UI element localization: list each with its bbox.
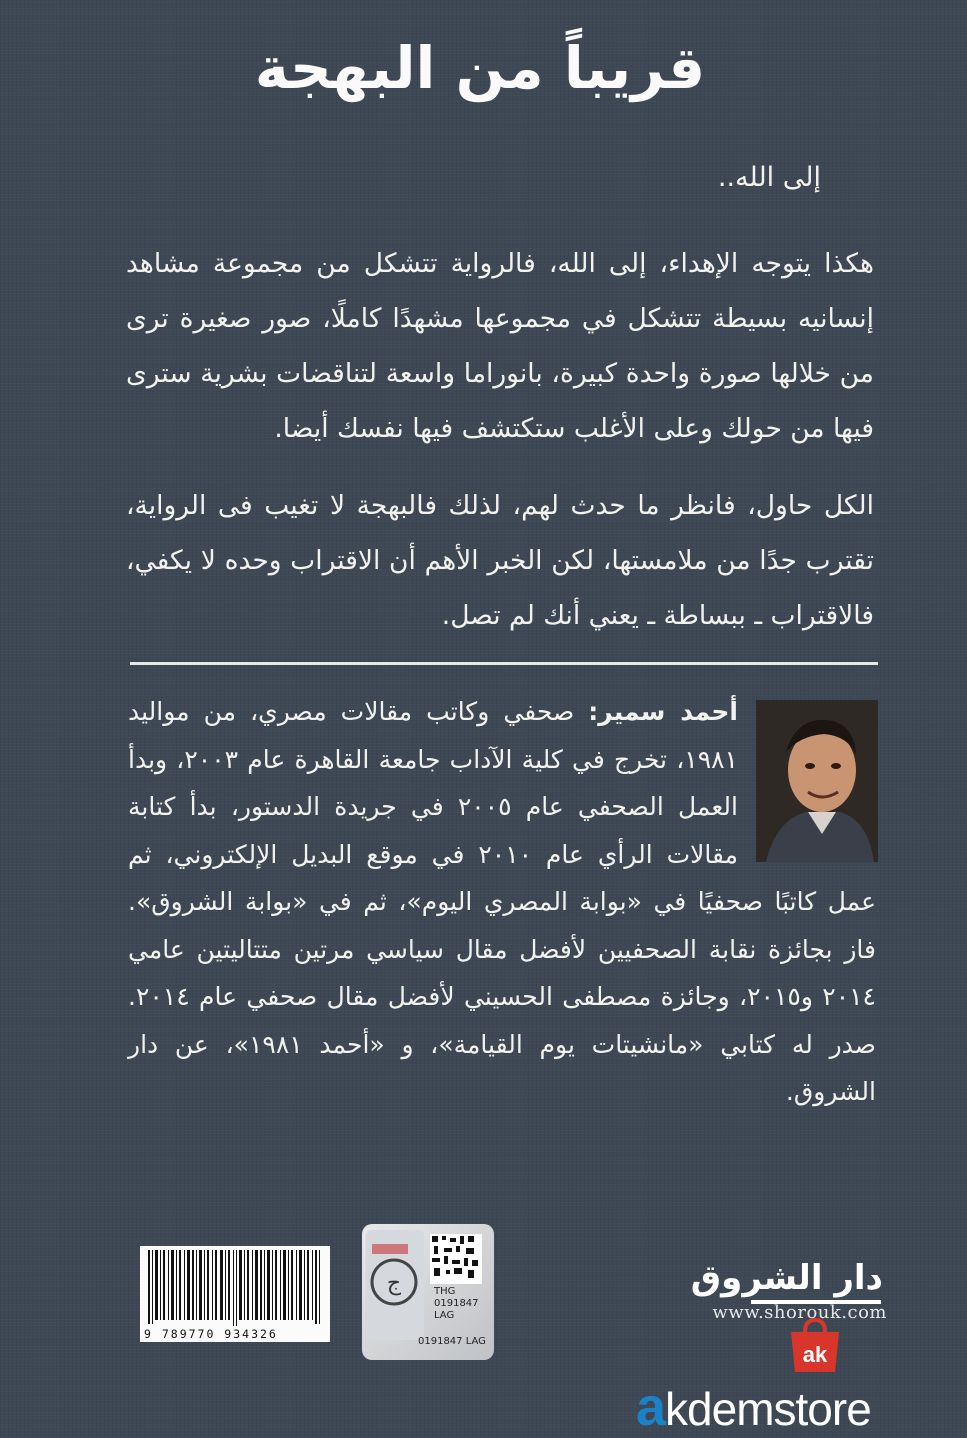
barcode-bars	[140, 1246, 330, 1326]
shopping-bag-icon	[783, 1318, 847, 1374]
sticker-code-2: 0191847	[434, 1298, 479, 1309]
store-name-a: a	[636, 1377, 666, 1437]
book-title: قريباً من البهجة	[254, 34, 706, 102]
store-sticker	[362, 1224, 494, 1360]
author-photo	[756, 700, 878, 862]
divider	[130, 662, 878, 665]
blurb-paragraph-1: هكذا يتوجه الإهداء، إلى الله، فالرواية تتشكل من مجموعة مشاهد إنسانيه بسيطة تتشكل في مجموعها مشهدًا كاملًا، صور صغيرة ترى من خلالها صورة واحدة كبيرة، بانوراما واسعة لتناقضات بشرية سترى فيها من حولك وعلى الأغلب ستكتشف فيها نفسك أيضا.	[126, 248, 874, 444]
blurb-paragraph-2: الكل حاول، فانظر ما حدث لهم، لذلك فالبهجة لا تغيب فى الرواية، تقترب جدًا من ملامستها، لكن الخبر الأهم أن الاقتراب وحده لا يكفي، فالاقتراب ـ ببساطة ـ يعني أنك لم تصل.	[126, 490, 874, 631]
svg-text:ج: ج	[386, 1271, 402, 1296]
author-name: أحمد سمير:	[588, 697, 738, 726]
svg-text:ak: ak	[802, 1342, 828, 1367]
sticker-codes	[434, 1286, 479, 1322]
isbn-number: 9 789770 934326	[144, 1327, 278, 1341]
sticker-code-3: LAG	[434, 1310, 455, 1321]
publisher-logo: دار الشروق	[690, 1258, 883, 1298]
author-bio-text: صحفي وكاتب مقالات مصري، من مواليد ١٩٨١، تخرج في كلية الآداب جامعة القاهرة عام ٢٠٠٣، وبدأ العمل الصحفي عام ٢٠٠٥ في جريدة الدستور، بدأ كتابة مقالات الرأي عام ٢٠١٠ في موقع البديل الإلكتروني، ثم عمل كاتبًا صحفيًا في «بوابة المصري اليوم»، ثم في «بوابة الشروق». فاز بجائزة نقابة الصحفيين لأفضل مقال سياسي مرتين متتاليتين عامي ٢٠١٤ و٢٠١٥، وجائزة مصطفى الحسيني لأفضل مقال صحفي عام ٢٠١٤. صدر له كتابي «مانشيتات يوم القيامة»، و «أحمد ١٩٨١»، عن دار الشروق.	[128, 697, 877, 1106]
store-watermark	[636, 1376, 871, 1438]
store-name-rest: kdemstore	[665, 1383, 871, 1435]
isbn-barcode	[140, 1246, 330, 1342]
sticker-code-4: 0191847 LAG	[418, 1336, 486, 1347]
publisher-url: www.shorouk.com	[712, 1302, 887, 1323]
sticker-code-1: THG	[434, 1286, 456, 1297]
dedication: إلى الله..	[717, 162, 821, 193]
